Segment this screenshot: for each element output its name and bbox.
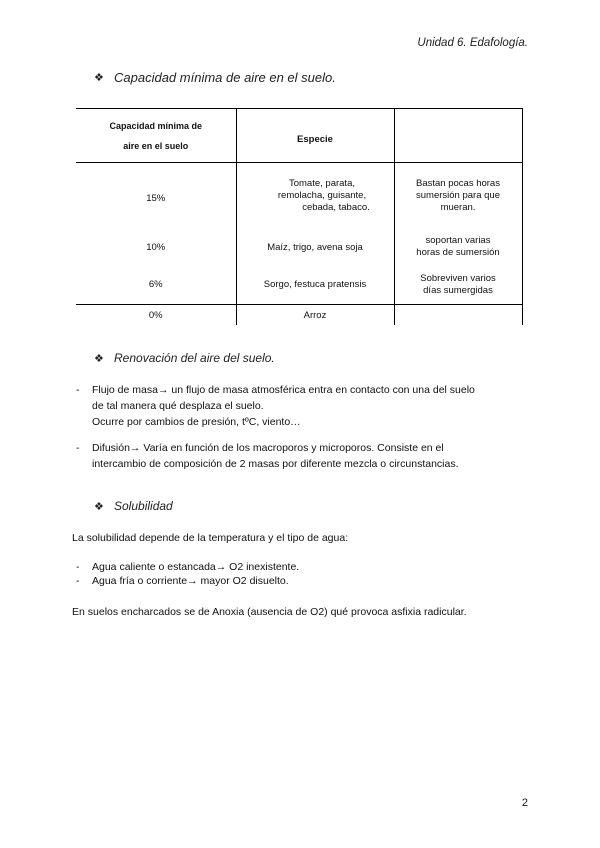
cell-species: Maíz, trigo, avena soja [236, 229, 394, 265]
cell-note [394, 265, 522, 305]
section-title-air-capacity [94, 70, 336, 85]
header-note [394, 109, 522, 163]
running-header: Unidad 6. Edafología. [417, 37, 528, 49]
note-line: Sobreviven varios [420, 272, 496, 284]
diamond-bullet-icon: ❖ [94, 500, 104, 513]
cell-note [394, 305, 522, 326]
diamond-bullet-icon: ❖ [94, 352, 104, 365]
species-line: remolacha, guisante, [277, 190, 367, 201]
table-row [76, 163, 522, 230]
diamond-bullet-icon: ❖ [94, 72, 104, 84]
list-item [76, 382, 532, 430]
cell-note [394, 229, 522, 265]
cell-note [394, 163, 522, 230]
header-species: Especie [236, 109, 394, 163]
section-title-text: Capacidad mínima de aire en el suelo. [114, 70, 336, 85]
list-item [76, 440, 532, 472]
item-line: de tal manera qué desplaza el suelo. [92, 400, 264, 412]
cell-species: Arroz [236, 305, 394, 326]
note-line: soportan varias [425, 235, 491, 246]
cell-capacity: 10% [146, 241, 166, 253]
table-row [76, 229, 522, 265]
header-capacity-line1: Capacidad mínima de [109, 120, 203, 131]
header-capacity [76, 109, 236, 163]
note-line: mueran. [440, 202, 476, 213]
cell-species: Sorgo, festuca pratensis [236, 265, 394, 305]
dash-bullet: - [76, 561, 80, 573]
table-row [76, 305, 522, 326]
species-line: cebada, tabaco. [302, 202, 370, 213]
section-title-solubility [94, 499, 173, 513]
table-header-row [76, 109, 522, 163]
dash-bullet: - [76, 384, 80, 396]
section-title-text: Solubilidad [114, 499, 173, 513]
list-item [76, 573, 532, 589]
section-title-text: Renovación del aire del suelo. [114, 351, 275, 365]
item-line: Ocurre por cambios de presión, tºC, viento… [92, 416, 301, 428]
item-line: intercambio de composición de 2 masas por diferente mezcla o circunstancias. [92, 458, 459, 470]
cell-capacity: 6% [148, 279, 163, 290]
item-line: Difusión→ Varía en función de los macroporos y microporos. Consiste en el [92, 442, 444, 454]
section-title-air-renewal [94, 351, 275, 365]
table-row [76, 265, 522, 305]
note-line: días sumergidas [423, 284, 493, 296]
solubility-conclusion: En suelos encharcados se de Anoxia (ausencia de O2) qué provoca asfixia radicular. [72, 606, 467, 618]
air-capacity-table [76, 108, 523, 325]
note-line: sumersión para que [416, 190, 500, 201]
note-line: horas de sumersión [416, 247, 500, 258]
page-number: 2 [521, 797, 528, 809]
item-line: Agua fría o corriente→ mayor O2 disuelto. [92, 575, 289, 587]
cell-capacity: 0% [76, 305, 236, 326]
note-line: Bastan pocas horas [416, 178, 500, 189]
dash-bullet: - [76, 575, 80, 587]
cell-capacity: 15% [146, 192, 166, 204]
cell-species [236, 163, 394, 230]
header-capacity-line2: aire en el suelo [123, 140, 189, 151]
species-line: Tomate, parata, [288, 178, 355, 189]
dash-bullet: - [76, 442, 80, 454]
item-line: Flujo de masa→ un flujo de masa atmosférica entra en contacto con una del suelo [92, 384, 475, 396]
solubility-intro: La solubilidad depende de la temperatura y el tipo de agua: [72, 532, 349, 544]
item-line: Agua caliente o estancada→ O2 inexistente. [92, 561, 300, 573]
